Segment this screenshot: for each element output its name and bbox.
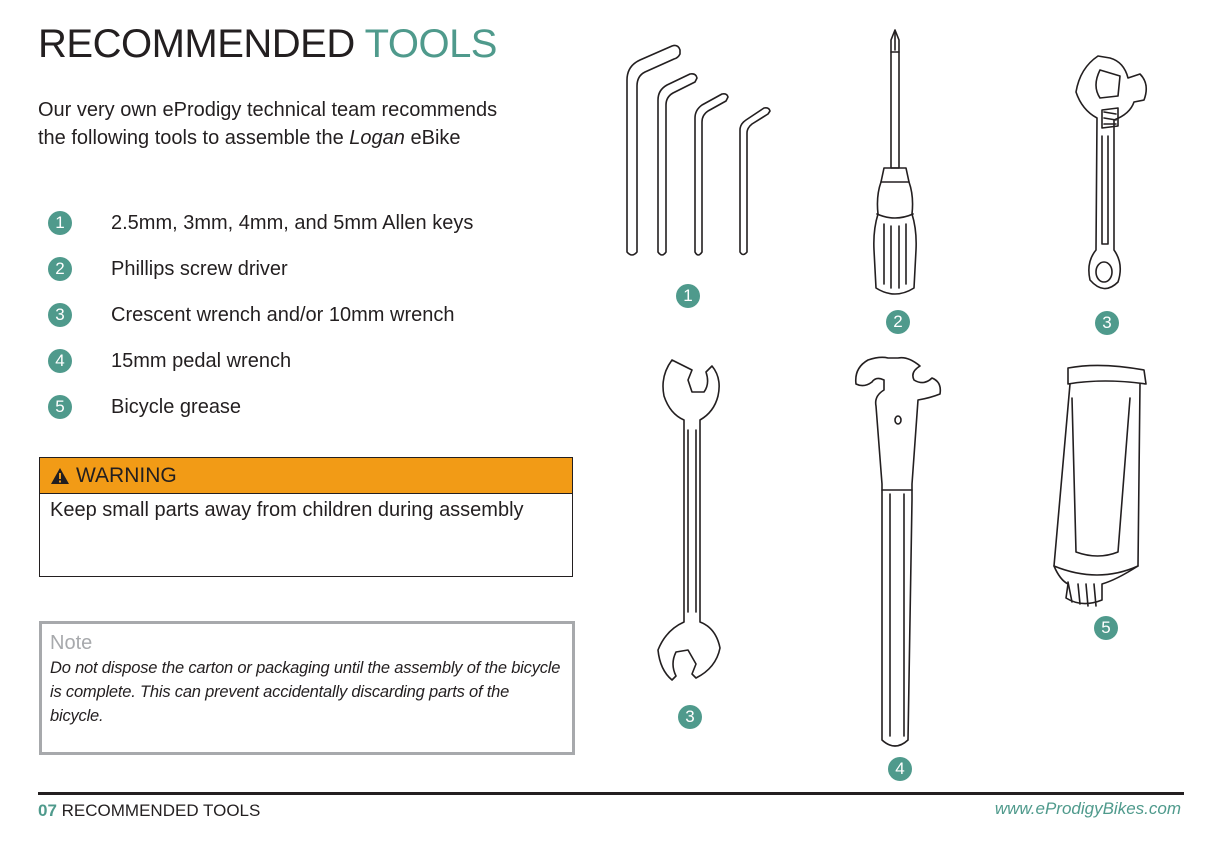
page-number: 07 xyxy=(38,801,57,820)
number-badge: 5 xyxy=(48,395,72,419)
number-badge: 1 xyxy=(48,211,72,235)
intro-line-1: Our very own eProdigy technical team recommends xyxy=(38,99,498,121)
warning-title: WARNING xyxy=(76,463,177,487)
illustration-number-badge: 5 xyxy=(1094,616,1118,640)
open-wrench-illustration xyxy=(658,360,720,680)
tool-label: 15mm pedal wrench xyxy=(111,349,292,372)
number-badge: 3 xyxy=(48,303,72,327)
footer-divider xyxy=(38,792,1184,795)
number-badge: 4 xyxy=(48,349,72,373)
note-title: Note xyxy=(50,632,93,654)
illustration-number-badge: 4 xyxy=(888,757,912,781)
intro-model: Logan xyxy=(349,127,405,149)
tool-label: 2.5mm, 3mm, 4mm, and 5mm Allen keys xyxy=(111,211,474,234)
grease-tube-illustration xyxy=(1054,365,1146,606)
illustration-number-badge: 2 xyxy=(886,310,910,334)
footer-section-title: RECOMMENDED TOOLS xyxy=(61,801,261,820)
website-link[interactable]: www.eProdigyBikes.com xyxy=(994,799,1181,818)
tool-label: Phillips screw driver xyxy=(111,257,288,280)
allen-keys-illustration xyxy=(627,46,770,256)
tool-label: Crescent wrench and/or 10mm wrench xyxy=(111,303,455,326)
footer-section xyxy=(38,801,260,821)
intro-prefix: the following tools to assemble the xyxy=(38,127,344,149)
tool-label: Bicycle grease xyxy=(111,395,242,418)
title-main: RECOMMENDED xyxy=(38,22,355,66)
number-badge: 2 xyxy=(48,257,72,281)
illustration-number-badge: 1 xyxy=(676,284,700,308)
pedal-wrench-illustration xyxy=(856,357,941,746)
crescent-wrench-illustration xyxy=(1076,56,1146,289)
note-text: Do not dispose the carton or packaging until the assembly of the bicycle is complete. This can prevent accidentally discarding parts of the bicycle. xyxy=(50,659,561,725)
screwdriver-illustration xyxy=(874,30,916,294)
warning-text: Keep small parts away from children during assembly xyxy=(50,499,524,521)
illustration-number-badge: 3 xyxy=(678,705,702,729)
intro-suffix: eBike xyxy=(410,127,461,149)
illustration-number-badge: 3 xyxy=(1095,311,1119,335)
title-accent: TOOLS xyxy=(364,22,497,66)
